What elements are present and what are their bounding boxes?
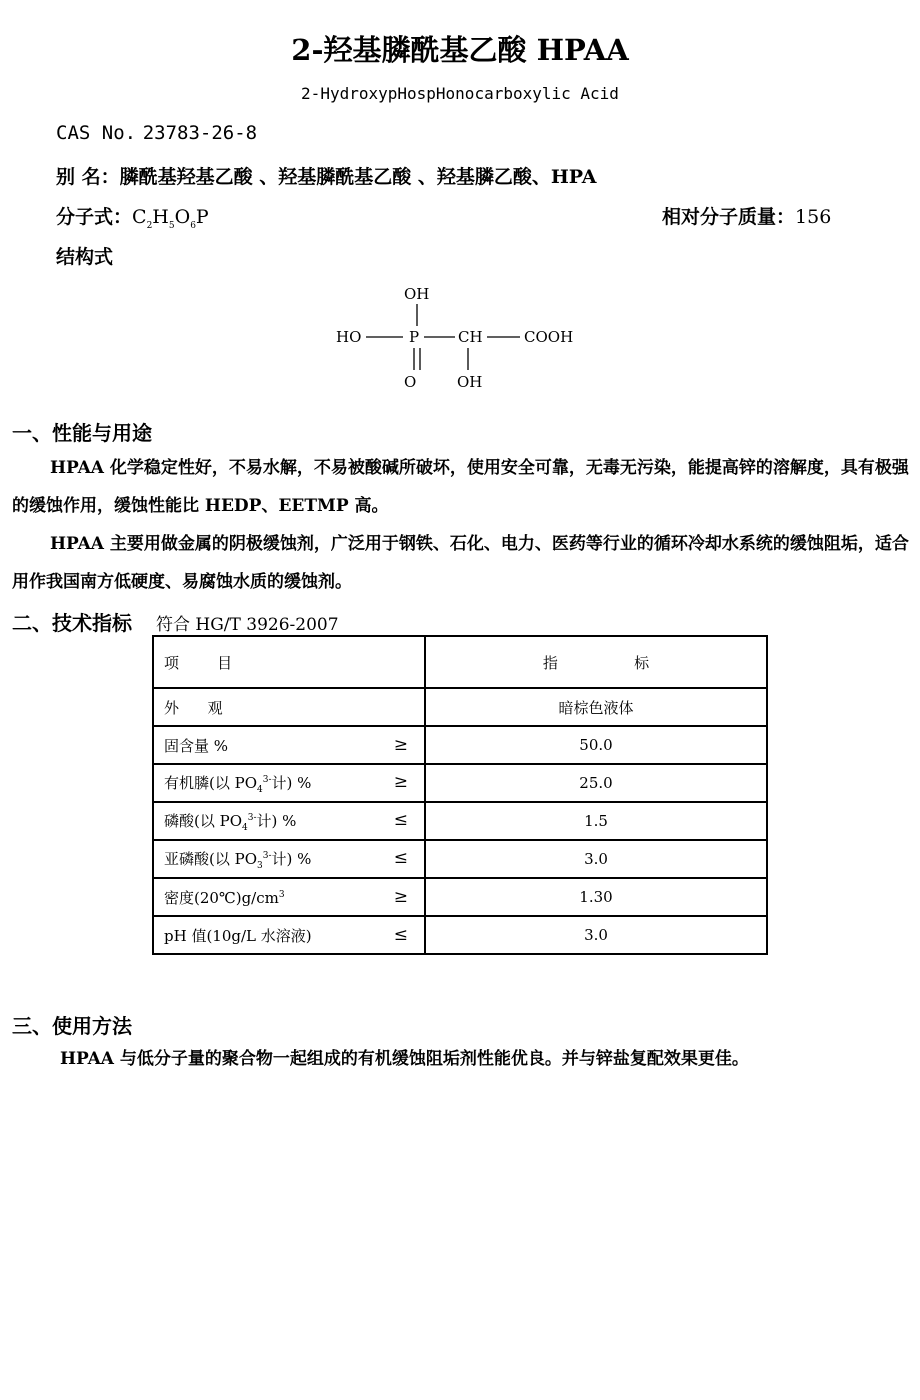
section2-title: 二、技术指标 bbox=[12, 611, 132, 635]
table-header-row bbox=[153, 636, 767, 688]
row-value: 3.0 bbox=[425, 916, 767, 954]
comparator: ≤ bbox=[393, 809, 408, 830]
comparator: ≤ bbox=[393, 847, 408, 868]
row-label: 固含量 % ≥ bbox=[153, 726, 425, 764]
section3-heading: 三、使用方法 bbox=[12, 1014, 132, 1038]
struct-ch: CH bbox=[458, 328, 483, 346]
cas-label: CAS No. bbox=[56, 122, 137, 144]
comparator: ≤ bbox=[393, 924, 408, 945]
standard-reference: 符合 HG/T 3926-2007 bbox=[156, 615, 339, 635]
formula-label: 分子式： bbox=[56, 206, 133, 228]
row-value: 1.5 bbox=[425, 802, 767, 840]
molecular-formula: $C_2H_5O_6P$ bbox=[132, 206, 209, 231]
struct-ho-left: HO bbox=[336, 328, 362, 346]
cas-value: 23783-26-8 bbox=[142, 122, 258, 144]
struct-p: P bbox=[409, 328, 420, 346]
row-label: 有机膦(以 $PO_4^{3-}$计) % ≥ bbox=[153, 764, 425, 802]
section1-paragraph-1: HPAA 化学稳定性好，不易水解，不易被酸碱所破坏，使用安全可靠，无毒无污染，能提高锌的溶解度，具有极强的缓蚀作用，缓蚀性能比 HEDP、EETMP 高。 bbox=[12, 458, 909, 516]
spec-table bbox=[152, 635, 768, 955]
row-value: 1.30 bbox=[425, 878, 767, 916]
structural-formula bbox=[320, 280, 600, 395]
row-value: 25.0 bbox=[425, 764, 767, 802]
table-row bbox=[153, 916, 767, 954]
row-label: 亚磷酸(以 $PO_3^{3-}$计) % ≤ bbox=[153, 840, 425, 878]
section1-heading: 一、性能与用途 bbox=[12, 421, 152, 445]
page-title: 2-羟基膦酰基乙酸 HPAA bbox=[291, 33, 629, 67]
header-spec: 指 标 bbox=[425, 636, 767, 688]
struct-o-bottom: O bbox=[404, 373, 417, 391]
english-name: 2-HydroxypHospHonocarboxylic Acid bbox=[301, 84, 619, 103]
molecular-weight-line bbox=[662, 202, 831, 229]
structure-label: 结构式 bbox=[56, 246, 114, 268]
formula-line bbox=[56, 202, 209, 231]
struct-oh-top: OH bbox=[404, 285, 430, 303]
table-row bbox=[153, 878, 767, 916]
table-row bbox=[153, 840, 767, 878]
row-value: 暗棕色液体 bbox=[425, 688, 767, 726]
row-value: 50.0 bbox=[425, 726, 767, 764]
mw-label: 相对分子质量： bbox=[662, 206, 796, 228]
struct-cooh: COOH bbox=[524, 328, 574, 346]
struct-oh-bottom: OH bbox=[457, 373, 483, 391]
cas-line bbox=[56, 122, 257, 144]
table-row bbox=[153, 688, 767, 726]
table-row bbox=[153, 764, 767, 802]
header-item: 项 目 bbox=[153, 636, 425, 688]
alias-value: 膦酰基羟基乙酸 、羟基膦酰基乙酸 、羟基膦乙酸、HPA bbox=[119, 166, 597, 188]
alias-label: 别 名： bbox=[56, 166, 120, 188]
row-value: 3.0 bbox=[425, 840, 767, 878]
section3-paragraph: HPAA 与低分子量的聚合物一起组成的有机缓蚀阻垢剂性能优良。并与锌盐复配效果更佳。 bbox=[60, 1049, 749, 1069]
alias-line bbox=[56, 162, 596, 189]
row-label: 密度$(20℃)g/cm^3$ ≥ bbox=[153, 878, 425, 916]
section2-heading bbox=[12, 607, 339, 636]
comparator: ≥ bbox=[393, 734, 408, 755]
row-label: pH 值(10g/L 水溶液) ≤ bbox=[153, 916, 425, 954]
table-row bbox=[153, 726, 767, 764]
comparator: ≥ bbox=[393, 771, 408, 792]
section1-paragraph-2: HPAA 主要用做金属的阴极缓蚀剂，广泛用于钢铁、石化、电力、医药等行业的循环冷却水系统的缓蚀阻垢，适合用作我国南方低硬度、易腐蚀水质的缓蚀剂。 bbox=[12, 534, 909, 592]
row-label: 外 观 bbox=[153, 688, 425, 726]
mw-value: 156 bbox=[795, 206, 832, 228]
row-label: 磷酸(以 $PO_4^{3-}$计) % ≤ bbox=[153, 802, 425, 840]
comparator: ≥ bbox=[393, 886, 408, 907]
table-row bbox=[153, 802, 767, 840]
